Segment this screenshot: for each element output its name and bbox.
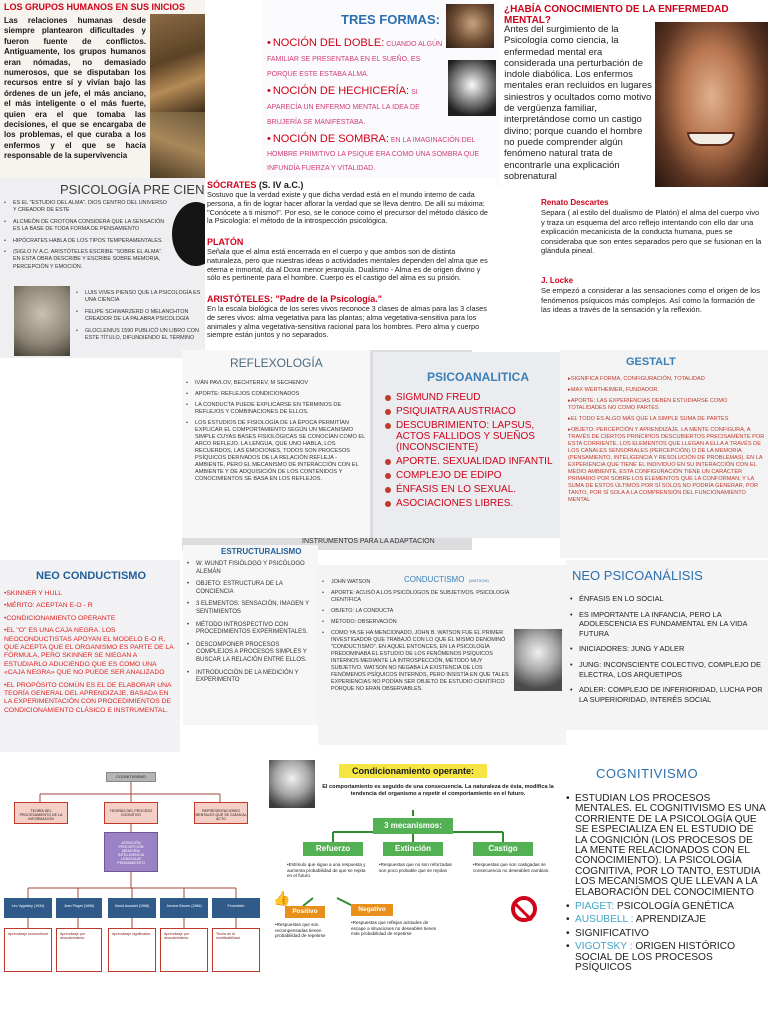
- list-item: ▸ OBJETO: PERCEPCIÓN Y APRENDIZAJE. LA MENTE CONFIGURA, A TRAVÉS DE CIERTOS PRINCIPIOS DESCUBIERTOS PRECISAMENTE POR ESTA CORRIENTE, LOS ELEMENTOS QUE LLEGAN A ELLA A TRAVÉS DE LOS CANALES SENSORIALES (PERCEPCIÓN) O DE LA MEMORIA (PENSAMIENTO, INTELIGENCIA Y RESOLUCIÓN DE PROBLEMAS). EN LA EXPERIENCIA QUE TIENE EL INDIVIDUO EN SU INTERACCIÓN CON EL MEDIO AMBIENTE, ESTA CONFIGURACIÓN TIENE UN CARÁCTER PRIMARIO POR SOBRE LOS ELEMENTOS QUE LA CONFORMAN, Y LA SUMA DE ESTOS ÚLTIMOS POR SÍ SOLOS NO PODRÍA GENERAR, POR TANTO, POR SÍ SOLA A LA COMPRENSIÓN DEL FUNCIONAMIENTO MENTAL: [568, 427, 766, 504]
- panel-enfermedad-mental: [500, 0, 768, 190]
- list-item: • IVÁN PAVLOV, BECHTEREV, M SECHENOV: [186, 380, 366, 387]
- grupos-title: LOS GRUPOS HUMANOS EN SUS INICIOS: [4, 2, 186, 12]
- panel-gestalt: [560, 350, 768, 558]
- list-item: • FELIPE SCHWARZERD O MELANCHTON CREADOR DE LA PALABRA PSICOLOGÍA: [76, 309, 204, 324]
- list-item: ASOCIACIONES LIBRES.: [385, 498, 561, 509]
- mapa-center: ATENCIÓN PERCEPCIÓN MEMORIA INTELIGENCIA LENGUAJE PENSAMIENTO: [104, 832, 158, 872]
- precientifica-title: PSICOLOGÍA PRE CIEN: [60, 182, 205, 197]
- list-item: • APORTE: REFLEJOS CONDICIONADOS: [186, 391, 366, 398]
- primitive-face-photo: [446, 4, 494, 48]
- gestalt-title: GESTALT: [626, 356, 676, 368]
- operante-box-refuerzo: Refuerzo: [303, 842, 363, 856]
- list-item: • ÉNFASIS EN LO SOCIAL: [570, 594, 766, 604]
- panel-neoconductismo: [0, 560, 180, 752]
- tribe-photo: [150, 14, 205, 112]
- mapa-theory-1: Aprendizaje por descubrimiento: [56, 928, 102, 972]
- gestalt-list: [568, 376, 766, 504]
- platon-body: Señala que el alma está encerrada en el cuerpo y que ambos son de distinta naturaleza, pero que nuestras ideas o actividades mentales dependen del alma que es eterna e inmortal, da al Doxa menor jerarquía. Dualismo - Alma es de origen divino y sólo es pertinente para el hombre. Cuerpo es el castigo del alma es su prisión.: [207, 247, 488, 283]
- list-item: • OBJETO: ESTRUCTURA DE LA CONCIENCIA: [187, 581, 317, 596]
- list-item: • ALCMEÓN DE CROTONA CONSIDERA QUE LA SENSACIÓN ES LA BASE DE TODA FORMA DE PENSAMIENTO: [4, 219, 169, 234]
- cognitivismo-title: COGNITIVISMO: [596, 766, 699, 781]
- prohibited-icon: [511, 896, 537, 922]
- list-item: • MÉTODO INTROSPECTIVO CON PROCEDIMIENTOS EXPERIMENTALES.: [187, 622, 317, 637]
- precientifica-list-bottom: [76, 290, 204, 342]
- list-item: • ES EL "ESTUDIO DEL ALMA". DIOS CENTRO DEL UNIVERSO Y CREADOR DE ESTE: [4, 200, 169, 215]
- list-item: APORTE. SEXUALIDAD INFANTIL: [385, 456, 561, 467]
- estructuralismo-title: ESTRUCTURALISMO: [221, 547, 302, 556]
- list-item: • AUSUBELL : APRENDIZAJE: [566, 915, 766, 925]
- descartes-title: Renato Descartes: [541, 198, 609, 207]
- list-item: • W. WUNDT FISIÓLOGO Y PSICÓLOGO ALEMÁN: [187, 561, 317, 576]
- socrates-body: Sostuvo que la verdad existe y que dicha verdad está en el mundo interno de cada persona, a fin de lograr hacer aflorar la verdad que se lleva dentro. De allí su máxima: "Conócete a ti mismo!". Por eso, se le conoce como el precursor del método clásico de la Psicología: el método de la introspección psicológica.: [207, 190, 488, 226]
- list-item: COMPLEJO DE EDIPO: [385, 470, 561, 481]
- panel-tres-formas: [263, 0, 500, 186]
- list-item: • MÉTODO: OBSERVACIÓN: [322, 619, 512, 626]
- list-item: PSIQUIATRA AUSTRIACO: [385, 406, 561, 417]
- list-item: • ADLER: COMPLEJO DE INFERIORIDAD, LUCHA POR LA SUPERIORIDAD, INTERÉS SOCIAL: [570, 685, 766, 704]
- list-item: • SIGNIFICATIVO: [566, 929, 766, 939]
- list-item: • ES IMPORTANTE LA INFANCIA, PERO LA ADOLESCENCIA ES FUNDAMENTAL EN LA VIDA FUTURA: [570, 610, 766, 639]
- mapa-level1-1: TEORÍAS DEL PROCESO COGNITIVO: [104, 802, 158, 824]
- estructuralismo-list: [187, 561, 317, 685]
- mapa-theory-4: Teoría de la modificabilidad: [212, 928, 260, 972]
- enfermedad-body: Antes del surgimiento de la Psicología como ciencia, la enfermedad mental era considerada una perturbación de índole diabólica. Los enfermos mentales eran recluidos en lugares siniestros y ocultados como motivo de vergüenza familiar, interpretándose como un castigo divino; porque cuando el hombre no puede comprender algún fenómeno natural trata de encontrarle una explicación sobrenatural: [504, 24, 652, 182]
- panel-conductismo: [318, 565, 566, 745]
- operante-center: 3 mecanismos:: [373, 818, 453, 834]
- mapa-author-0: Lev Vygotsky (1934): [4, 898, 52, 918]
- mapa-root: COGNITIVISMO: [106, 772, 156, 782]
- list-item: • INTRODUCCIÓN DE LA MEDICIÓN Y EXPERIMENTO: [187, 670, 317, 685]
- list-item: • COMO YA SE HA MENCIONADO, JOHN B. WATSON FUE EL PRIMER INVESTIGADOR QUE TRABAJÓ CON LO QUE ÉL MISMO DENOMINÓ "CONDUCTISMO". EN AQUEL ENTONCES, EN LA PSICOLOGÍA PREDOMINABA EL ESTUDIO DE LOS FENÓMENOS PSÍQUICOS INTERNOS MEDIANTE LA INTROSPECCIÓN, MÉTODO MUY SUBJETIVO. WATSON NO NEGABA LA EXISTENCIA DE LOS FENÓMENOS PSÍQUICOS INTERNOS, PERO INSISTÍA EN QUE TALES EXPERIENCIAS NO PODÍAN SER OBJETO DE ESTUDIO CIENTÍFICO PORQUE NO ERAN OBSERVABLES.: [322, 630, 512, 693]
- list-item: • PIAGET: PSICOLOGÍA GENÉTICA: [566, 902, 766, 912]
- list-item: • CONDICIONAMIENTO OPERANTE: [4, 615, 178, 623]
- grupos-body: Las relaciones humanas desde siempre plantearon dificultades y fueron fuente de conflictos. Antiguamente, los grupos humanos eran nómadas, no demasiado numerosos, que se disputaban los recursos entre sí y vivían bajo las órdenes de un jefe, el más anciano, el más inteligente o el más fuerte, quien era el que tomaba las decisiones, el que se encargaba de los problemas, el que curaba a los enfermos y el que se hacía responsable de la supervivencia: [4, 16, 146, 161]
- operante-desc-extincion: •Respuestas que no son reforzadas son poco probable que se repitan: [379, 862, 452, 873]
- tres-formas-title: TRES FORMAS:: [341, 12, 440, 27]
- list-item: ▸ MAX WERTHEIMER, FUNDADOR.: [568, 387, 766, 394]
- operante-sub-desc-negativo: •Respuestas que reflejan actitudes de escape a situaciones no deseables tienen más probabilidad de repetirse: [351, 920, 437, 937]
- thumbs-up-icon: 👍: [273, 890, 291, 906]
- panel-descartes-locke: [535, 190, 768, 350]
- descartes-body: Separa ( al estilo del dualismo de Platón) el alma del cuerpo vivo y traza un esquema del arco reflejo intentando con ello dar una explicación mecanicista de la conducta humana, pues se consideraba que son entes separados pero que se fusionan en la glándula pineal.: [541, 208, 762, 256]
- mapa-author-3: Jerome Bruner (1966): [160, 898, 208, 918]
- panel-grupos-humanos: [0, 0, 205, 178]
- panel-cognitivismo: [562, 758, 768, 988]
- neopsicoanalisis-title: NEO PSICOANÁLISIS: [572, 568, 703, 583]
- list-item: • VIGOTSKY : ORIGEN HISTÓRICO SOCIAL DE LOS PROCESOS PSÍQUICOS: [566, 942, 766, 973]
- mapa-theory-3: Aprendizaje por descubrimiento: [160, 928, 208, 972]
- dark-circle-decor: [172, 202, 205, 266]
- list-item: • JOHN WATSON: [322, 579, 512, 586]
- enfermedad-title: ¿HABÍA CONOCIMIENTO DE LA ENFERMEDAD MENTAL?: [504, 4, 729, 26]
- locke-title: J. Locke: [541, 276, 574, 285]
- conductismo-heading: CONDUCTISMO (WATSON): [404, 575, 489, 584]
- operante-box-extincion: Extinción: [383, 842, 443, 856]
- list-item: • ESTUDIAN LOS PROCESOS MENTALES. EL COGNITIVISMO ES UNA CORRIENTE DE LA PSICOLOGÍA QUE SE ESPECIALIZA EN EL ESTUDIO DE LA COGNICIÓN (LOS PROCESOS DE LA MENTE RELACIONADOS CON EL CONOCIMIENTO). LA PSICOLOGÍA COGNITIVA, POR LO TANTO, ESTUDIA LOS MECANISMOS QUE LLEVAN A LA ELABORACIÓN DEL CONOCIMIENTO: [566, 794, 766, 898]
- operante-intro: El comportamiento es seguido de una consecuencia. La naturaleza de ésta, modifica la tendencia del organismo a repetir el comportamiento en el futuro.: [322, 784, 554, 797]
- list-item: • EL PROPÓSITO COMÚN ES EL DE ELABORAR UNA TEORÍA GENERAL DEL APRENDIZAJE, BASADA EN LA EXPERIMENTACIÓN CON PROCEDIMIENTOS DE CONDICIONAMIENTO CLÁSICO E INSTRUMENTAL.: [4, 682, 178, 716]
- platon-title: PLATÓN: [207, 237, 244, 247]
- list-item: • LA CONDUCTA PUEDE EXPLICARSE EN TÉRMINOS DE REFLEJOS Y COMBINACIONES DE ELLOS.: [186, 402, 366, 416]
- list-item: ▸ SIGNIFICA FORMA, CONFIGURACIÓN, TOTALIDAD: [568, 376, 766, 383]
- mapa-theory-2: Aprendizaje significativo: [108, 928, 156, 972]
- nocion-doble: • NOCIÓN DEL DOBLE: CUANDO ALGÚN FAMILIAR SE PRESENTABA EN EL SUEÑO, ES PORQUE ESTE ESTABA ALMA.: [267, 37, 443, 78]
- list-item: • EL "O" ES UNA CAJA NEGRA. LOS NEOCONDUCTISTAS APOYAN EL MODELO E-O R, QUE ACEPTA QUE EL ORGANISMO ES PARTE DE LA FÓRMULA, PERO SKINNER SE NIEGAN A ESTUDIARLO ADUCIENDO QUE ES COMO UNA «CAJA NEGRA» QUE NO PUEDE SER ANALIZADO: [4, 627, 178, 677]
- neopsicoanalisis-list: [570, 594, 766, 704]
- reflexologia-title: REFLEXOLOGÍA: [230, 356, 323, 370]
- tribe-photo-2: [150, 112, 205, 178]
- list-item: • LOS ESTUDIOS DE FISIOLOGÍA DE LA ÉPOCA PERMITÍAN EXPLICAR EL COMPORTAMIENTO SEGÚN UN MECANISMO SIMPLE CUYAS BASES FISIOLÓGICAS SE CONOCÍAN COMO EL ARCO REFLEJO. LA LENGUA, QUE UNO HABLA, LOS RECUERDOS, LAS EMOCIONES, TODOS SON PROCESOS PSÍQUICOS DERIVADOS DE LA RELACIÓN REFLEJA - AMBIENTE, PERO EL MECANISMO DE INTERACCIÓN CON EL AMBIENTE Y DE ADQUISICIÓN DE LOS CONTENIDOS Y CONOCIMIENTOS SE BASA EN LOS REFLEJOS.: [186, 420, 366, 483]
- watson-photo: [514, 629, 562, 691]
- conductismo-list: [322, 579, 512, 693]
- panel-psicoanalitica: [373, 352, 571, 538]
- locke-body: Se empezó a considerar a las sensaciones como el origen de los fenómenos psíquicos más complejos. Así como la formación de las ideas a través de la sensación y la reflexión.: [541, 286, 761, 315]
- list-item: • JUNG: INCONSCIENTE COLECTIVO, COMPLEJO DE ELECTRA, LOS ARQUETIPOS: [570, 660, 766, 679]
- list-item: ▸ APORTE: LAS EXPERIENCIAS DEBEN ESTUDIARSE COMO TOTALIDADES NO COMO PARTES: [568, 398, 766, 412]
- nocion-sombra: • NOCIÓN DE SOMBRA: EN LA IMAGINACIÓN DEL HOMBRE PRIMITIVO LA PSIQUE ERA COMO UNA SOMBRA QUE INFUNDÍA FUERZA Y VITALIDAD.: [267, 133, 479, 172]
- panel-mapa-conceptual: [0, 768, 262, 978]
- operante-sub-desc-positivo: •Respuestas que son recompensadas tienen probabilidad de repetirse: [275, 922, 326, 939]
- panel-precientifica: [0, 178, 205, 358]
- ghost-photo: [448, 60, 496, 116]
- reflexologia-list: [186, 380, 366, 483]
- neoconductismo-title: NEO CONDUCTISMO: [36, 570, 146, 582]
- panel-filosofos: [205, 178, 495, 354]
- aristoteles-title: ARISTÓTELES: "Padre de la Psicología.": [207, 294, 383, 304]
- grin-mouth: [687, 132, 735, 146]
- neoconductismo-list: [4, 590, 178, 715]
- panel-neopsicoanalisis: [566, 560, 768, 730]
- shining-photo: [655, 22, 768, 187]
- panel-estructuralismo: [183, 545, 318, 725]
- list-item: ÉNFASIS EN LO SEXUAL.: [385, 484, 561, 495]
- list-item: • LUIS VIVES PIENSO QUE LA PSICOLOGÍA ES UNA CIENCIA: [76, 290, 204, 305]
- list-item: • MÉRITO: ACEPTAN E-O - R: [4, 602, 178, 610]
- list-item: SIGMUND FREUD: [385, 392, 561, 403]
- list-item: • GLOCLENIUS 1590 PUBLICÓ UN LIBRO CON ESTE TÍTULO, DIFUNDIENDO EL TÉRMINO: [76, 328, 204, 343]
- mapa-author-1: Jean Piaget (1896): [56, 898, 102, 918]
- operante-desc-refuerzo: •Estímulo que sigue a una respuesta y aumenta probabilidad de que se repita en el futuro.: [287, 862, 366, 879]
- socrates-heading: SÓCRATES (S. IV a.C.): [207, 180, 304, 190]
- mapa-author-2: David Ausubel (1968): [108, 898, 156, 918]
- psicoanalitica-title: PSICOANALITICA: [427, 370, 529, 384]
- hippocrates-bust-photo: [14, 286, 70, 356]
- operante-sub-negativo: Negativo: [351, 904, 393, 916]
- list-item: • APORTE: ACUSÓ A LOS PSICÓLOGOS DE SUBJETIVOS. PSICOLOGÍA CIENTÍFICA: [322, 590, 512, 604]
- nocion-hechiceria: • NOCIÓN DE HECHICERÍA: SI APARECÍA UN ENFERMO MENTAL LA IDEA DE BRUJERÍA SE MANIFESTABA.: [267, 85, 420, 126]
- mapa-theory-0: Aprendizaje sociocultural: [4, 928, 52, 972]
- panel-condicionamiento-operante: [267, 758, 559, 958]
- list-item: DESCUBRIMIENTO: LAPSUS, ACTOS FALLIDOS Y SUEÑOS (INCONSCIENTE): [385, 420, 561, 453]
- operante-title: Condicionamiento operante:: [339, 764, 487, 778]
- mapa-level1-0: TEORÍA DEL PROCESAMIENTO DE LA INFORMACIÓN: [14, 802, 68, 824]
- cognitivismo-list: [566, 794, 766, 974]
- operante-sub-positivo: Positivo: [285, 906, 325, 918]
- list-item: • 3 ELEMENTOS: SENSACIÓN, IMAGEN Y SENTIMIENTOS: [187, 601, 317, 616]
- list-item: • (SIGLO IV A.C. ARISTÓTELES ESCRIBE "SOBRE EL ALMA". EN ESTA OBRA DESCRIBE Y ESCRIBE SOBRE MEMORIA, PERCEPCIÓN Y EMOCIÓN.: [4, 249, 169, 271]
- psicoanalitica-list: [385, 392, 561, 509]
- list-item: • SKINNER Y HULL: [4, 590, 178, 598]
- list-item: • DESCOMPONER PROCESOS COMPLEJOS A PROCESOS SIMPLES Y BUSCAR LA RELACIÓN ENTRE ELLOS.: [187, 642, 317, 665]
- mapa-level1-2: REPRESENTACIONES MENTALES QUE SE GUÍAN AL ACTO: [194, 802, 248, 824]
- precientifica-list-top: [4, 200, 169, 271]
- aristoteles-body: En la escala biológica de los seres vivos reconoce 3 clases de almas para las 3 clases de seres vivos: alma vegetativa para las plantas; alma vegetativa-sensitiva para los animales y alma vegetativa-sensitiva racional para los hombres. Pero alma y cuerpo siempre están juntos y no separados.: [207, 304, 487, 340]
- list-item: • HIPÓCRATES HABLA DE LOS TIPOS TEMPERAMENTALES.: [4, 238, 169, 245]
- list-item: • INICIADORES: JUNG Y ADLER: [570, 644, 766, 654]
- list-item: ▸ EL TODO ES ALGO MÁS QUE LA SIMPLE SUMA DE PARTES: [568, 416, 766, 423]
- operante-desc-castigo: •Respuestas que son castigadas se consecuencia no deseables cambian.: [473, 862, 550, 873]
- mapa-author-4: Feuerstein: [212, 898, 260, 918]
- reflexologia-footer: INSTRUMENTOS PARA LA ADAPTACIÓN: [302, 538, 435, 545]
- list-item: • OBJETO: LA CONDUCTA: [322, 608, 512, 615]
- operante-box-castigo: Castigo: [473, 842, 533, 856]
